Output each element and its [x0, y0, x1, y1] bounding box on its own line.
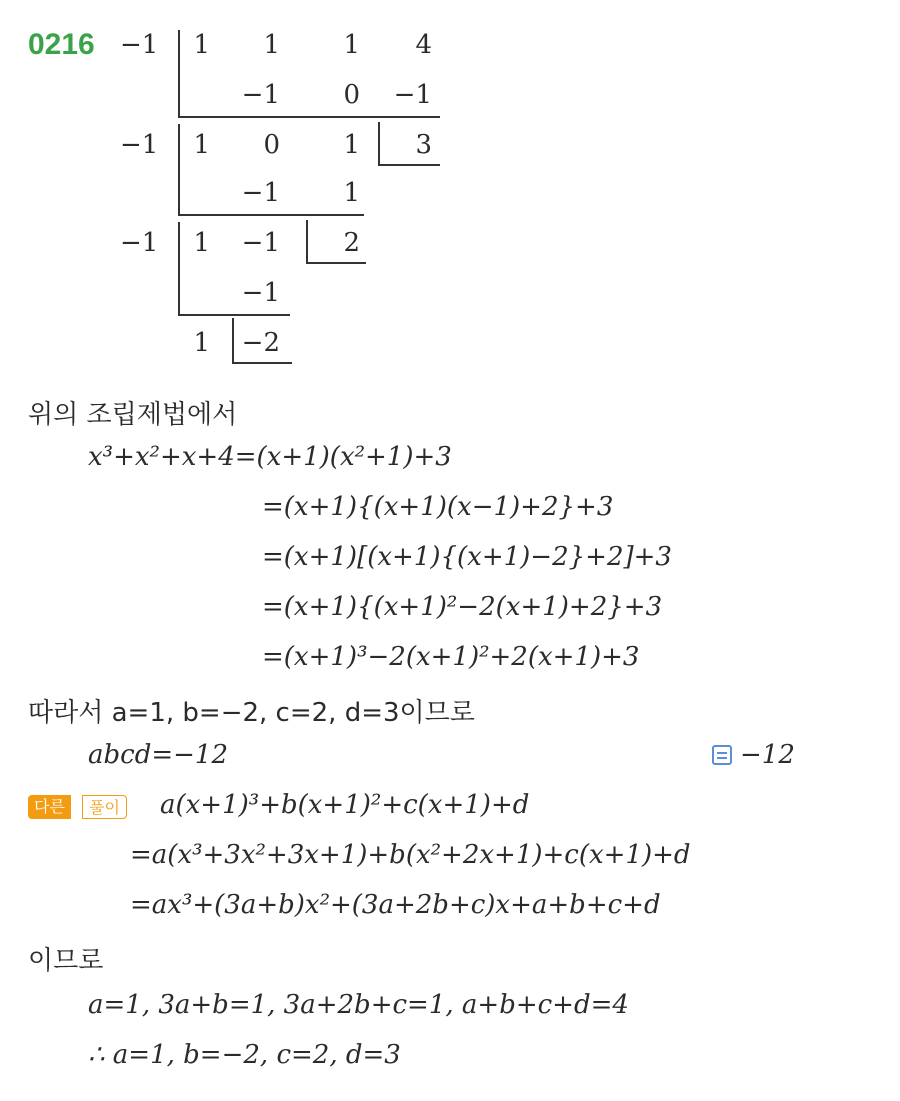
equation-line-4: =(x+1){(x+1)²−2(x+1)+2}+3: [262, 592, 663, 622]
remainder-bar: [232, 318, 234, 364]
coef-4-1: 1: [193, 328, 210, 358]
alt-line-1: a(x+1)³+b(x+1)²+c(x+1)+d: [160, 790, 530, 820]
remainder-4: −2: [241, 328, 280, 358]
final-result: ∴ a=1, b=−2, c=2, d=3: [88, 1040, 401, 1070]
coef-2-3: 1: [343, 130, 360, 160]
alt-line-3: =ax³+(3a+b)x²+(3a+2b+c)x+a+b+c+d: [130, 890, 661, 920]
coef-2-1: 1: [193, 130, 210, 160]
prod-2-2: 1: [343, 178, 360, 208]
equation-system: a=1, 3a+b=1, 3a+2b+c=1, a+b+c+d=4: [88, 990, 629, 1020]
prod-1-3: −1: [393, 80, 432, 110]
prod-2-1: −1: [241, 178, 280, 208]
coef-1-4: 4: [415, 30, 432, 60]
remainder-line: [306, 262, 366, 264]
prod-1-1: −1: [241, 80, 280, 110]
problem-number: 0216: [28, 28, 95, 61]
division-line: [178, 214, 364, 216]
coef-1-2: 1: [263, 30, 280, 60]
remainder-line: [378, 164, 440, 166]
conclusion: 따라서 a=1, b=−2, c=2, d=3이므로: [28, 698, 475, 728]
therefore-label: 이므로: [28, 946, 104, 976]
division-line: [178, 116, 440, 118]
divisor-3: −1: [120, 228, 159, 258]
division-bar: [178, 30, 180, 118]
product-line: abcd=−12: [88, 740, 229, 770]
coef-2-2: 0: [263, 130, 280, 160]
coef-3-1: 1: [193, 228, 210, 258]
remainder-2: 3: [415, 130, 432, 160]
prod-1-2: 0: [343, 80, 360, 110]
answer-value: −12: [740, 740, 795, 770]
alt-badge-right: 풀이: [82, 795, 127, 819]
remainder-line: [232, 362, 292, 364]
equation-line-2: =(x+1){(x+1)(x−1)+2}+3: [262, 492, 614, 522]
division-line: [178, 314, 290, 316]
remainder-bar: [378, 122, 380, 166]
prod-3-1: −1: [241, 278, 280, 308]
coef-3-2: −1: [241, 228, 280, 258]
alt-badge-left: 다른: [28, 795, 71, 819]
equation-line-1: x³+x²+x+4=(x+1)(x²+1)+3: [88, 442, 452, 472]
division-bar: [178, 124, 180, 216]
answer-icon: [712, 745, 732, 765]
equation-line-5: =(x+1)³−2(x+1)²+2(x+1)+3: [262, 642, 640, 672]
remainder-bar: [306, 220, 308, 264]
equation-line-3: =(x+1)[(x+1){(x+1)−2}+2]+3: [262, 542, 672, 572]
solution-intro: 위의 조립제법에서: [28, 400, 238, 430]
remainder-3: 2: [343, 228, 360, 258]
division-bar: [178, 222, 180, 316]
coef-1-3: 1: [343, 30, 360, 60]
divisor-1: −1: [120, 30, 159, 60]
divisor-2: −1: [120, 130, 159, 160]
alt-line-2: =a(x³+3x²+3x+1)+b(x²+2x+1)+c(x+1)+d: [130, 840, 691, 870]
coef-1-1: 1: [193, 30, 210, 60]
